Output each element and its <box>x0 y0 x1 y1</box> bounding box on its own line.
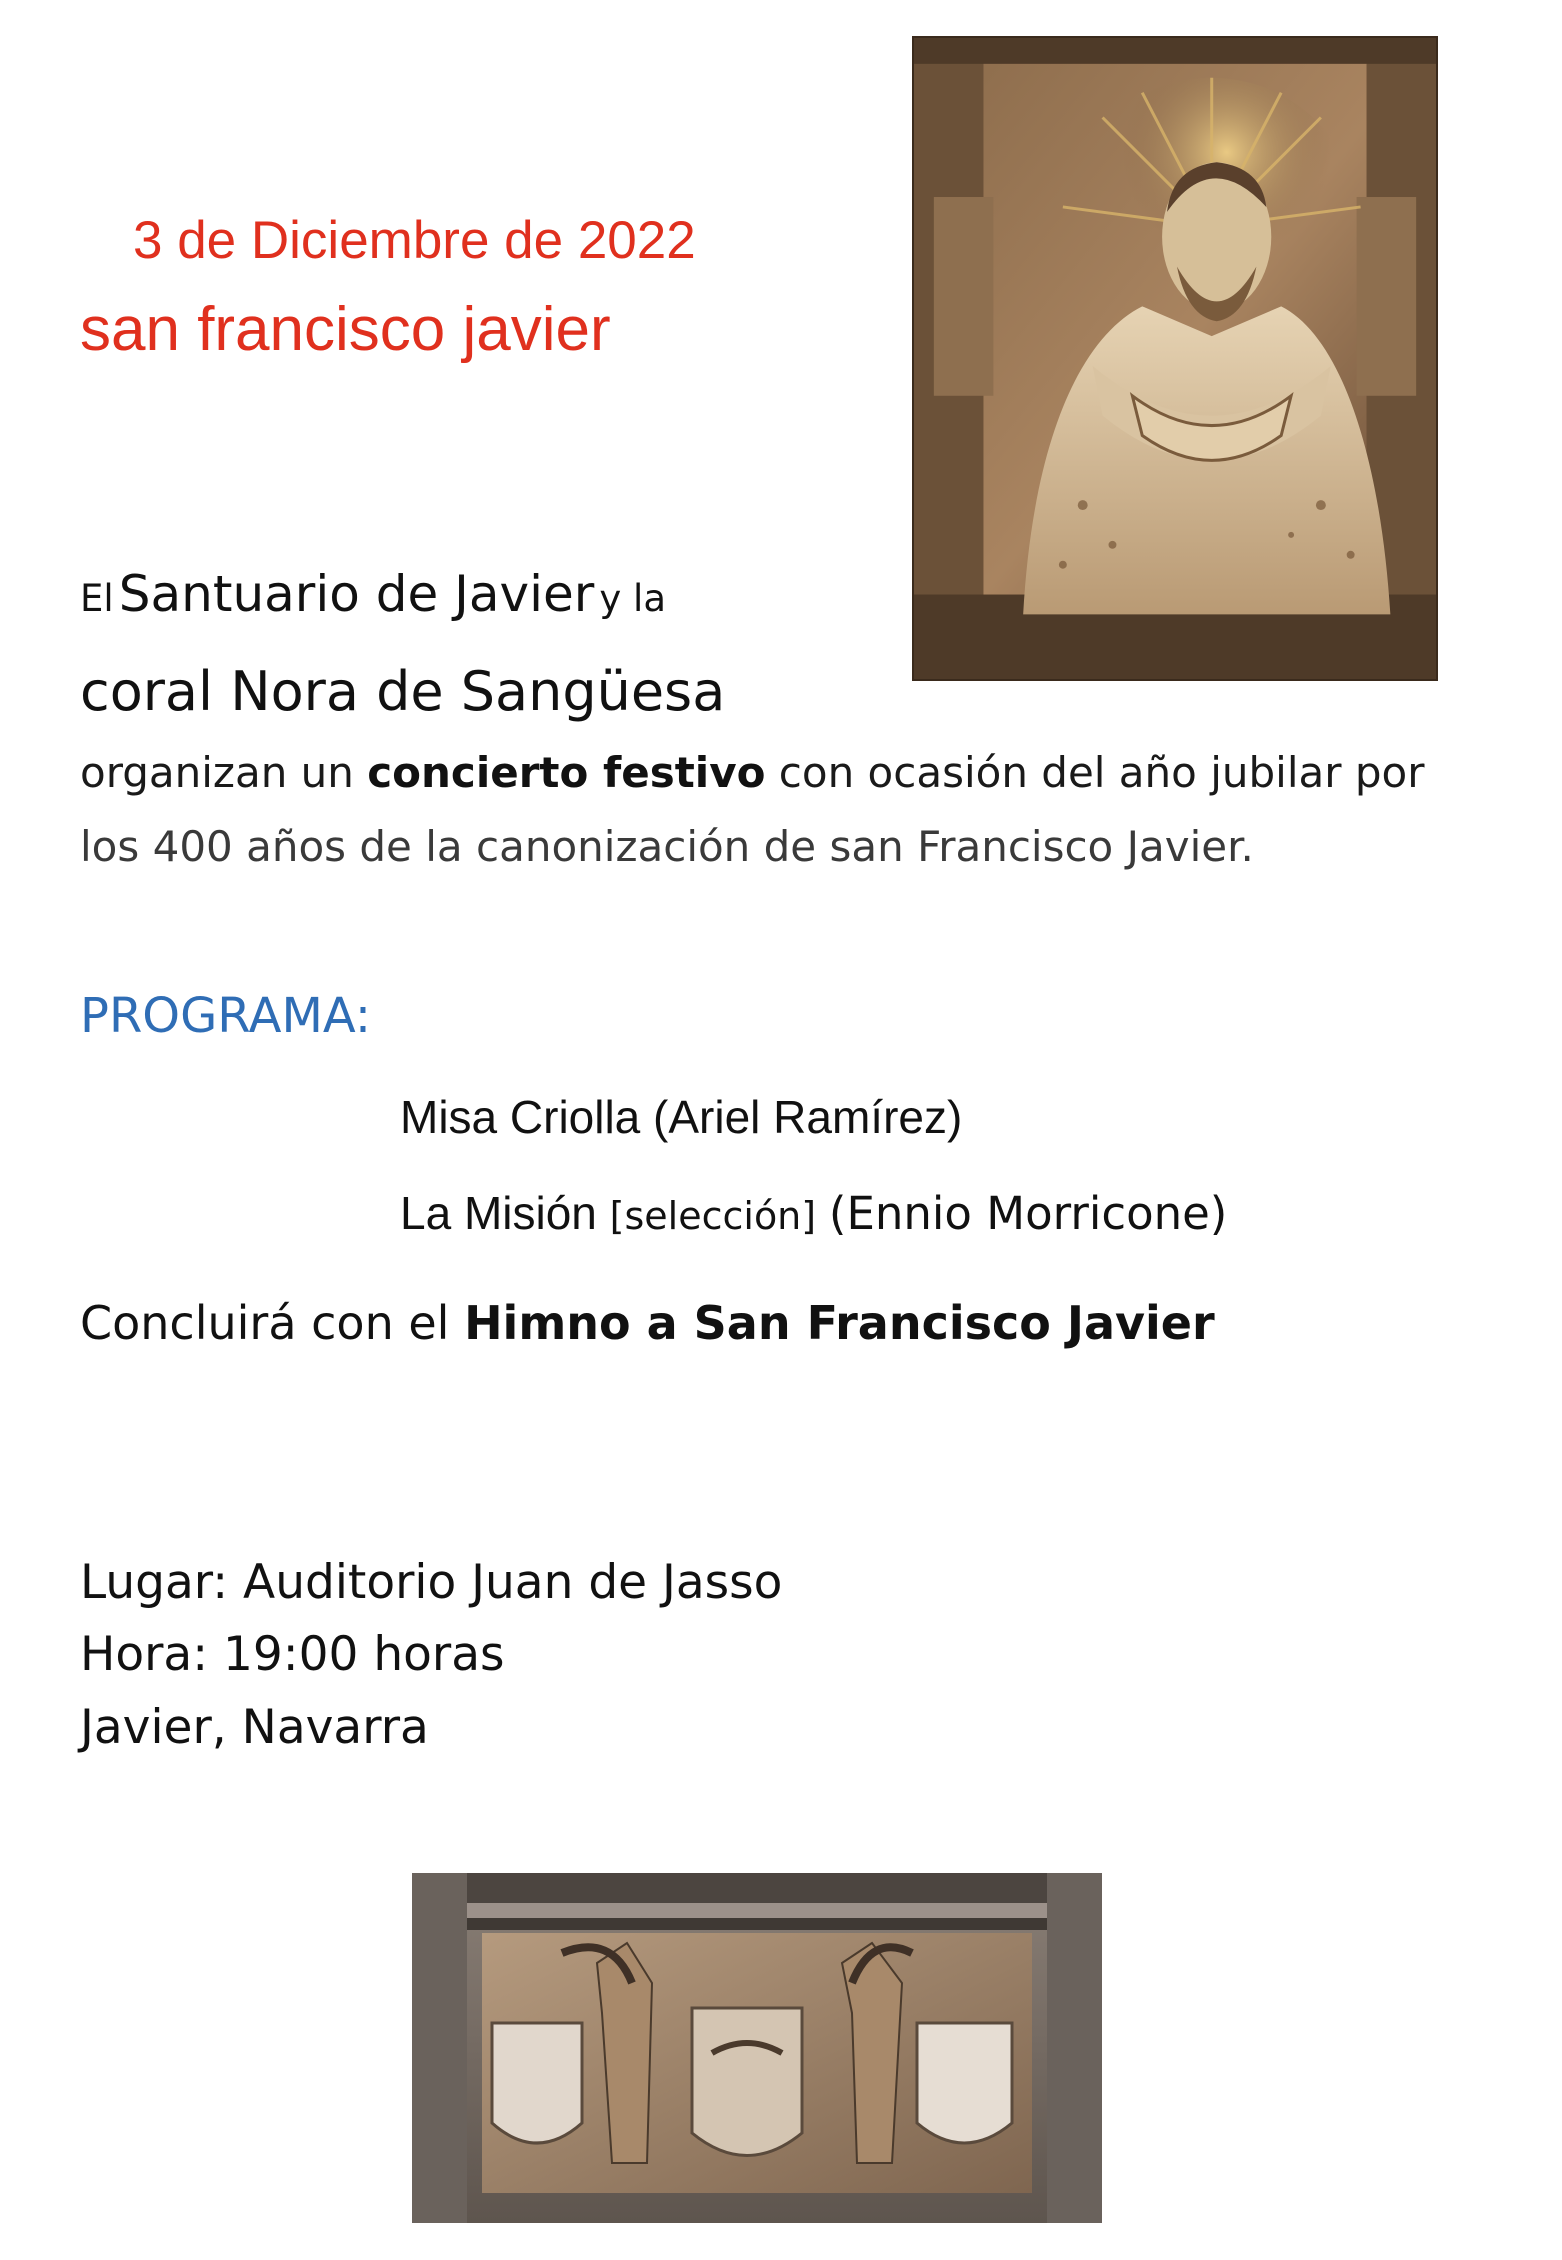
y-la-text: y la <box>599 577 666 620</box>
description-line-2: los 400 años de la canonización de san Francisco Javier. <box>80 822 1254 871</box>
closing-prefix: Concluirá con el <box>80 1296 465 1350</box>
morricone-composer: (Ennio Morricone) <box>828 1187 1228 1240</box>
event-date: 3 de Diciembre de 2022 <box>133 211 696 270</box>
city: Javier, Navarra <box>80 1700 429 1755</box>
coat-of-arms-relief-image <box>412 1873 1102 2223</box>
time: Hora: 19:00 horas <box>80 1627 505 1682</box>
description-post: con ocasión del año jubilar por <box>765 748 1425 797</box>
closing-line <box>80 1296 1215 1350</box>
el-text: El <box>80 577 114 620</box>
la-mision-title: La Misión <box>400 1187 597 1239</box>
program-item-misa-criolla: Misa Criolla (Ariel Ramírez) <box>400 1091 963 1143</box>
saint-title: san francisco javier <box>80 295 611 364</box>
program-item-la-mision <box>400 1186 1227 1240</box>
programa-heading: PROGRAMA: <box>80 988 372 1044</box>
description-line-1 <box>80 748 1424 797</box>
venue: Lugar: Auditorio Juan de Jasso <box>80 1555 783 1610</box>
saint-relief-image <box>912 36 1438 681</box>
concierto-festivo: concierto festivo <box>367 748 766 797</box>
santuario-text: Santuario de Javier <box>118 565 595 623</box>
seleccion-note: [selección] <box>609 1194 817 1238</box>
organizer-line <box>80 565 666 623</box>
description-pre: organizan un <box>80 748 368 797</box>
himno-title: Himno a San Francisco Javier <box>464 1296 1215 1350</box>
coral-name: coral Nora de Sangüesa <box>80 660 726 723</box>
